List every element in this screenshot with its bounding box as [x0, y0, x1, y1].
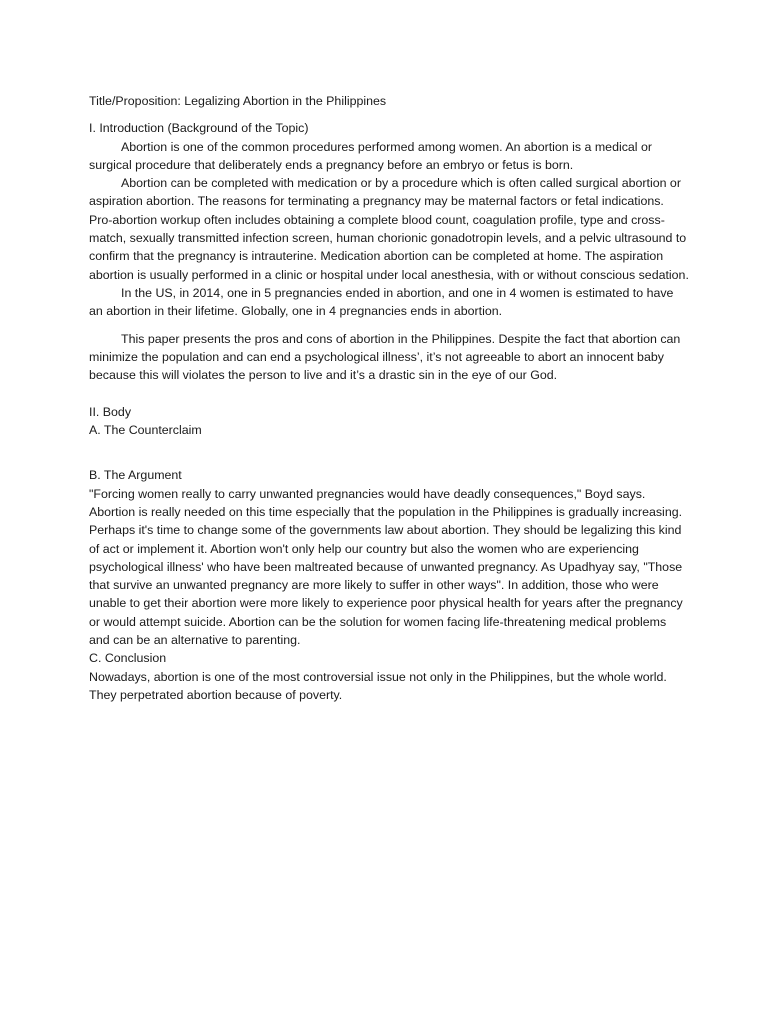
- argument-heading: B. The Argument: [89, 468, 182, 483]
- document-title: Title/Proposition: Legalizing Abortion in the Philippines: [89, 94, 387, 108]
- counterclaim-heading: A. The Counterclaim: [89, 423, 202, 438]
- intro-paragraph-1: Abortion is one of the common procedures performed among women. An abortion is a medical or surgical procedure that deliberately ends a pregnancy before an embryo or fetus is born.: [89, 139, 653, 172]
- intro-paragraph-4: This paper presents the pros and cons of abortion in the Philippines. Despite the fact that abortion can minimize the population and can end a psychological illness’, it’s not agreeable to abort an innocent baby because this will violates the person to live and it’s a drastic sin in the eye of our God.: [89, 331, 681, 383]
- conclusion-text: Nowadays, abortion is one of the most controversial issue not only in the Philippines, but the whole world. They perpetrated abortion because of poverty.: [89, 669, 667, 702]
- body-heading: II. Body: [89, 404, 132, 419]
- intro-heading: I. Introduction (Background of the Topic): [89, 121, 309, 136]
- intro-paragraph-3: In the US, in 2014, one in 5 pregnancies ended in abortion, and one in 4 women is estimated to have an abortion in their lifetime. Globally, one in 4 pregnancies ends in abortion.: [89, 285, 674, 319]
- argument-text: "Forcing women really to carry unwanted pregnancies would have deadly consequences," Boyd says. Abortion is really needed on this time especially that the population in the Philippines is gradually increasing. Perhaps it's time to change some of the governments law about abortion. They should be legalizing this kind of act or implement it. Abortion won't only help our country but also the women who are experiencing psychological illness' who have been maltreated because of unwanted pregnancy. As Upadhyay say, "Those that survive an unwanted pregnancy are more likely to suffer in other ways". In addition, those who were unable to get their abortion were more likely to experience poor physical health for years after the pregnancy or would attempt suicide. Abortion can be the solution for women facing life-threatening medical problems and can be an alternative to parenting.: [89, 486, 683, 648]
- document-page: [89, 92, 689, 704]
- intro-paragraph-2: Abortion can be completed with medication or by a procedure which is often called surgical abortion or aspiration abortion. The reasons for terminating a pregnancy may be maternal factors or fetal indications. Pro-abortion workup often includes obtaining a complete blood count, coagulation profile, type and cross-match, sexually transmitted infection screen, human chorionic gonadotropin levels, and a pelvic ultrasound to confirm that the pregnancy is intrauterine. Medication abortion can be completed at home. The aspiration abortion is usually performed in a clinic or hospital under local anesthesia, with or without conscious sedation.: [89, 176, 689, 282]
- conclusion-heading: C. Conclusion: [89, 651, 167, 666]
